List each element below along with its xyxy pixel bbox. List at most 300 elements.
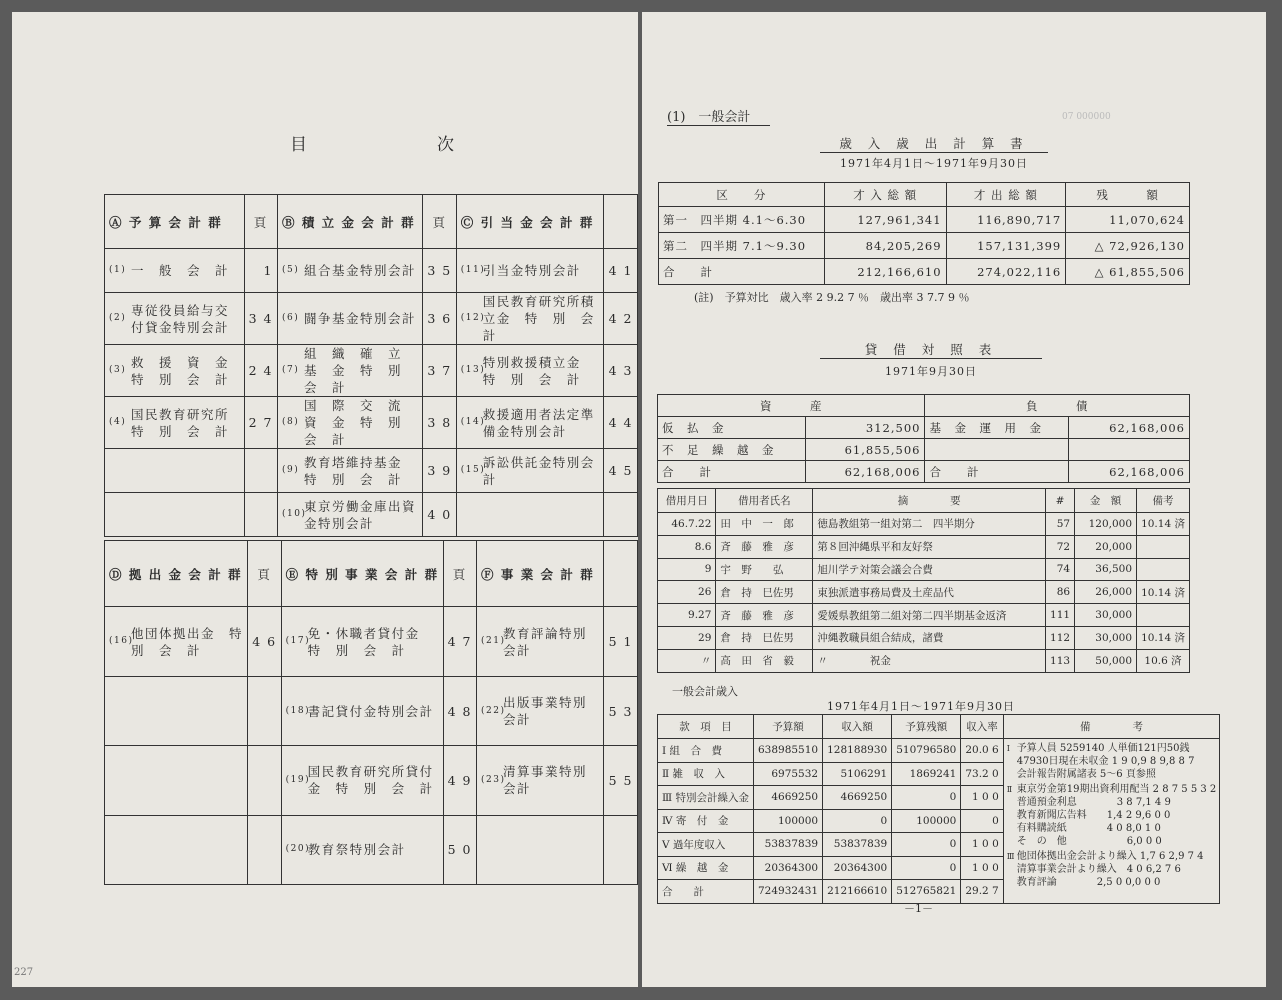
table-cell: 116,890,717 (946, 207, 1066, 233)
table-cell: Ⅴ 過年度収入 (658, 833, 754, 857)
table-cell: 53837839 (823, 833, 892, 857)
balance-sheet-title: 貸 借 対 照 表 (820, 340, 1042, 359)
table-cell: 〃 祝金 (813, 649, 1046, 672)
toc-entry-number: (14) (460, 417, 486, 427)
table-cell: 愛媛県教組第二組対第二四半期基金返済 (813, 604, 1046, 627)
toc-entry-number: (12) (460, 313, 486, 323)
toc-entry[interactable] (277, 249, 422, 293)
table-cell: 沖縄教職員組合結成，諸費 (813, 626, 1046, 649)
toc-entry-label: 国民教育研究所積立金 特 別 会 計 (482, 294, 609, 343)
right-page (642, 12, 1266, 987)
toc-group-name: Ⓐ 予 算 会 計 群 (105, 195, 245, 249)
remark-group (1007, 783, 1217, 848)
toc-row (105, 249, 638, 293)
toc-entry-number: (18) (285, 705, 311, 716)
toc-entry-label: 組合基金特別会計 (303, 263, 416, 278)
toc-entry-page: 5 0 (443, 815, 476, 884)
column-header: 負 債 (925, 395, 1190, 417)
income-expense-period: 1971年4月1日～1971年9月30日 (840, 157, 1028, 170)
table-cell: 62,168,006 (1069, 461, 1190, 483)
table-cell: 53837839 (753, 833, 822, 857)
remark-line: 清算事業会計より繰入 4 0 6,2 7 6 (1016, 864, 1181, 875)
toc-table (104, 194, 638, 537)
table-cell: 10.6 済 (1137, 649, 1190, 672)
table-cell: 不 足 繰 越 金 (658, 439, 806, 461)
table-cell: △ 72,926,130 (1066, 233, 1190, 259)
table-row (658, 626, 1190, 649)
toc-entry (105, 815, 248, 884)
column-header: 才 入 総 額 (824, 183, 946, 207)
toc-entry-label: 清算事業特別会計 (502, 764, 587, 797)
table-cell (1137, 535, 1190, 558)
toc-row (105, 345, 638, 397)
toc-entry-page: 3 4 (244, 293, 277, 345)
toc-entry-number: (4) (109, 417, 127, 427)
table-cell: 62,168,006 (805, 461, 925, 483)
toc-entry[interactable] (105, 249, 245, 293)
toc-row (105, 397, 638, 449)
toc-entry[interactable] (277, 345, 422, 397)
remark-line: 予算人員 5259140 人単価121円50銭 (1016, 743, 1190, 754)
table-cell: 29.2 7 (961, 880, 1003, 904)
table-cell: 徳島教組第一組対第二 四半期分 (813, 513, 1046, 536)
column-header: 残 額 (1066, 183, 1190, 207)
table-cell: 638985510 (753, 739, 822, 763)
remark-line: 47930日現在未収金 1 9 0,9 8 9,8 8 7 (1016, 756, 1195, 767)
table-cell: 120,000 (1075, 513, 1137, 536)
table-cell: 合 計 (659, 259, 825, 285)
table-cell: 100000 (892, 809, 961, 833)
toc-entry-page: 4 1 (603, 249, 638, 293)
corner-mark: 227 (14, 967, 34, 978)
toc-entry-label: 闘争基金特別会計 (303, 311, 416, 326)
toc-entry-page (603, 493, 638, 537)
toc-entry-number: (6) (281, 313, 300, 323)
toc-entry-label: 書記貸付金特別会計 (307, 703, 434, 719)
table-cell: 第８回沖縄県平和友好祭 (813, 535, 1046, 558)
table-cell: 高 田 省 毅 (716, 649, 813, 672)
column-header: 区 分 (659, 183, 825, 207)
faint-stamp: 07 000000 (1062, 112, 1111, 122)
toc-page-header (604, 541, 638, 607)
column-header: 借用月日 (658, 489, 716, 513)
table-cell: 113 (1046, 649, 1075, 672)
toc-entry-page (248, 676, 281, 745)
income-detail-table (657, 714, 1220, 904)
toc-entry[interactable] (105, 607, 258, 676)
toc-group-name: Ⓔ 特 別 事 業 会 計 群 (281, 541, 443, 607)
column-header: 収入率 (961, 715, 1003, 739)
toc-entry-number: (20) (285, 844, 311, 855)
toc-entry[interactable] (281, 746, 443, 815)
table-cell: 0 (961, 809, 1003, 833)
toc-entry-number: (13) (460, 365, 486, 375)
table-cell: 46.7.22 (658, 513, 716, 536)
table-cell: 26 (658, 581, 716, 604)
toc-entry-label: 教育塔維持基金 特 別 会 計 (303, 454, 416, 487)
toc-row (105, 746, 638, 815)
toc-entry (105, 449, 245, 493)
remark-line: 東京労金第19期出資利用配当 2 8 7 5 5 3 2 (1016, 784, 1217, 795)
table-cell: Ⅳ 寄 付 金 (658, 809, 754, 833)
table-row (658, 417, 1190, 439)
table-row (658, 604, 1190, 627)
toc-entry[interactable] (105, 397, 245, 449)
table-cell: 73.2 0 (961, 762, 1003, 786)
toc-entry[interactable] (476, 607, 603, 676)
table-cell: 100000 (753, 809, 822, 833)
table-cell: 212,166,610 (824, 259, 946, 285)
table-cell: 旭川学テ対策会議会合費 (813, 558, 1046, 581)
toc-entry[interactable] (105, 345, 245, 397)
table-cell: 30,000 (1075, 626, 1137, 649)
toc-entry-page: 3 6 (423, 293, 456, 345)
table-cell: 26,000 (1075, 581, 1137, 604)
table-row (659, 259, 1190, 285)
toc-entry-number: (16) (109, 636, 134, 647)
toc-group-name: Ⓕ 事 業 会 計 群 (476, 541, 603, 607)
table-row (658, 461, 1190, 483)
column-header: 摘 要 (813, 489, 1046, 513)
table-row (658, 649, 1190, 672)
toc-entry-number: (8) (281, 417, 300, 427)
table-row (659, 207, 1190, 233)
toc-entry-page: 4 6 (248, 607, 281, 676)
toc-entry-label: 救援適用者法定準備金特別会計 (482, 406, 595, 439)
toc-entry[interactable] (277, 493, 422, 537)
table-cell: 0 (892, 786, 961, 810)
toc-entry-label: 東京労働金庫出資金特別会計 (303, 498, 416, 531)
table-row (658, 513, 1190, 536)
table-cell: 312,500 (805, 417, 925, 439)
toc-row (105, 815, 638, 884)
toc-entry-page: 4 9 (443, 746, 476, 815)
remark-line: そ の 他 6,0 0 0 (1016, 836, 1162, 847)
table-row (658, 439, 1190, 461)
balance-sheet-table (657, 394, 1190, 483)
toc-entry-label: 引当金特別会計 (482, 263, 581, 278)
remark-group (1007, 742, 1217, 781)
toc-group-header-row (105, 195, 638, 249)
toc-entry-number: (1) (109, 265, 127, 275)
remark-line: 他団体拠出金会計より繰入 1,7 6 2,9 7 4 (1016, 851, 1204, 862)
toc-entry-page: 5 3 (604, 676, 638, 745)
toc-entry[interactable] (456, 345, 603, 397)
toc-entry-page: 2 4 (244, 345, 277, 397)
table-cell: 50,000 (1075, 649, 1137, 672)
table-cell: 510796580 (892, 739, 961, 763)
toc-entry[interactable] (281, 676, 443, 745)
left-page (12, 12, 638, 987)
table-cell: 8.6 (658, 535, 716, 558)
table-cell: 20364300 (823, 856, 892, 880)
toc-row (105, 493, 638, 537)
table-cell: 倉 持 巳佐男 (716, 581, 813, 604)
toc-entry-page (604, 815, 638, 884)
table-row (658, 535, 1190, 558)
toc-entry-label: 他団体拠出金 特 別 会 計 (131, 625, 258, 658)
table-cell: 10.14 済 (1137, 581, 1190, 604)
table-cell: 1 0 0 (961, 856, 1003, 880)
table-cell: 合 計 (658, 461, 806, 483)
toc-entry[interactable] (277, 449, 422, 493)
toc-entry-number: (23) (480, 774, 506, 785)
toc-entry-page: 3 9 (423, 449, 456, 493)
table-row (658, 558, 1190, 581)
toc-entry-page (244, 493, 277, 537)
toc-entry (105, 746, 248, 815)
table-cell (1137, 558, 1190, 581)
table-cell: Ⅵ 繰 越 金 (658, 856, 754, 880)
table-cell: 724932431 (753, 880, 822, 904)
toc-entry-page: 3 8 (423, 397, 456, 449)
table-cell (1137, 604, 1190, 627)
table-cell: 〃 (658, 649, 716, 672)
table-cell: 36,500 (1075, 558, 1137, 581)
table-cell: Ⅱ 雑 収 入 (658, 762, 754, 786)
table-cell: 84,205,269 (824, 233, 946, 259)
column-header: 款 項 目 (658, 715, 754, 739)
toc-entry[interactable] (476, 746, 603, 815)
income-expense-note: (註) 予算対比 歳入率 2 9.2 7 ％ 歳出率 3 7.7 9 ％ (694, 291, 970, 304)
toc-page-header: 頁 (443, 541, 476, 607)
toc-entry-page: 4 2 (603, 293, 638, 345)
table-cell: 田 中 一 郎 (716, 513, 813, 536)
toc-entry-number: (15) (460, 465, 486, 475)
toc-page-header: 頁 (423, 195, 456, 249)
table-cell (925, 439, 1069, 461)
table-cell: 第一 四半期 4.1～6.30 (659, 207, 825, 233)
table-cell: 61,855,506 (805, 439, 925, 461)
toc-entry-label: 特別救援積立金 特 別 会 計 (482, 354, 595, 387)
table-cell: 9.27 (658, 604, 716, 627)
table-cell: 第二 四半期 7.1～9.30 (659, 233, 825, 259)
toc-entry-page: 4 0 (423, 493, 456, 537)
toc-group-name: Ⓒ 引 当 金 会 計 群 (456, 195, 603, 249)
table-header-row (658, 715, 1220, 739)
column-header: 予算残額 (892, 715, 961, 739)
toc-entry-number: (10) (281, 509, 307, 519)
income-expense-title: 歳 入 歳 出 計 算 書 (820, 134, 1048, 153)
table-cell: △ 61,855,506 (1066, 259, 1190, 285)
table-cell: 1869241 (892, 762, 961, 786)
table-cell: 72 (1046, 535, 1075, 558)
remarks-cell (1003, 739, 1220, 904)
toc-entry-number: (21) (480, 636, 506, 647)
toc-entry-page: 5 1 (604, 607, 638, 676)
toc-entry-page: 4 5 (603, 449, 638, 493)
toc-group-header-row (105, 541, 638, 607)
toc-entry-label: 免・休職者貸付金 特 別 会 計 (307, 625, 434, 658)
toc-entry-page: 2 7 (244, 397, 277, 449)
remark-lines (1017, 742, 1195, 781)
toc-entry[interactable] (456, 249, 603, 293)
column-header: 予算額 (753, 715, 822, 739)
column-header: 借用者氏名 (716, 489, 813, 513)
toc-entry-page: 1 (244, 249, 277, 293)
table-cell: 10.14 済 (1137, 626, 1190, 649)
toc-entry-label: 教育評論特別会計 (502, 625, 587, 658)
table-cell: 86 (1046, 581, 1075, 604)
income-expense-table (658, 182, 1190, 285)
table-cell: 0 (823, 809, 892, 833)
remark-lines (1017, 783, 1217, 848)
table-cell: 20364300 (753, 856, 822, 880)
toc-entry-label: 救 援 資 金 特 別 会 計 (131, 354, 244, 387)
table-cell: 512765821 (892, 880, 961, 904)
table-cell: 127,961,341 (824, 207, 946, 233)
table-cell: 157,131,399 (946, 233, 1066, 259)
toc-entry[interactable] (456, 449, 603, 493)
column-header: # (1046, 489, 1075, 513)
toc-entry-number: (5) (281, 265, 300, 275)
income-detail-period: 1971年4月1日～1971年9月30日 (827, 700, 1015, 713)
toc-entry[interactable] (281, 607, 443, 676)
table-cell: 10.14 済 (1137, 513, 1190, 536)
toc-entry-label: 一 般 会 計 (131, 263, 230, 278)
table-cell: 11,070,624 (1066, 207, 1190, 233)
table-cell: 1 0 0 (961, 786, 1003, 810)
remark-mark: Ⅱ (1006, 785, 1013, 794)
remark-lines (1017, 850, 1204, 889)
toc-entry[interactable] (105, 293, 245, 345)
toc-entry-page: 4 7 (443, 607, 476, 676)
toc-entry[interactable] (281, 815, 443, 884)
toc-entry (105, 676, 248, 745)
column-header: 備 考 (1003, 715, 1220, 739)
loan-table (657, 488, 1190, 673)
table-cell: 30,000 (1075, 604, 1137, 627)
table-cell: 74 (1046, 558, 1075, 581)
remark-line: 普通預金利息 3 8 7,1 4 9 (1016, 797, 1171, 808)
column-header: 金 額 (1075, 489, 1137, 513)
table-row (659, 233, 1190, 259)
table-cell: 4669250 (823, 786, 892, 810)
table-cell: 6975532 (753, 762, 822, 786)
toc-group-name: Ⓑ 積 立 金 会 計 群 (277, 195, 422, 249)
column-header: 資 産 (658, 395, 925, 417)
toc-entry-number: (2) (109, 313, 127, 323)
page-number: －1－ (904, 902, 933, 915)
toc-entry-page: 3 5 (423, 249, 456, 293)
toc-group-name: Ⓓ 拠 出 金 会 計 群 (105, 541, 248, 607)
table-cell: 9 (658, 558, 716, 581)
toc-entry-page: 5 5 (604, 746, 638, 815)
table-cell: 274,022,116 (946, 259, 1066, 285)
toc-row (105, 449, 638, 493)
remark-mark: Ⅲ (1006, 852, 1015, 861)
remark-line: 教育評論 2,5 0 0,0 0 0 (1016, 877, 1161, 888)
table-cell: Ⅰ 組 合 費 (658, 739, 754, 763)
toc-entry-number: (17) (285, 636, 311, 647)
remark-line: 有料購読紙 4 0 8,0 1 0 (1016, 823, 1161, 834)
balance-sheet-date: 1971年9月30日 (885, 365, 977, 378)
section-title: (1) 一般会計 (667, 106, 770, 126)
toc-entry-number: (22) (480, 705, 506, 716)
toc-entry[interactable] (456, 397, 603, 449)
table-cell: 20.0 6 (961, 739, 1003, 763)
table-cell: 62,168,006 (1069, 417, 1190, 439)
toc-entry-label: 国民教育研究所貸付金 特 別 会 計 (307, 764, 434, 797)
column-header: 収入額 (823, 715, 892, 739)
table-cell: 5106291 (823, 762, 892, 786)
toc-entry[interactable] (277, 293, 422, 345)
toc-entry-number: (3) (109, 365, 127, 375)
toc-entry (105, 493, 245, 537)
toc-entry-label: 専従役員給与交付貸金特別会計 (131, 302, 230, 335)
table-cell: Ⅲ 特別会計繰入金 (658, 786, 754, 810)
table-cell: 112 (1046, 626, 1075, 649)
table-cell: 111 (1046, 604, 1075, 627)
table-cell: 宇 野 弘 (716, 558, 813, 581)
remark-group (1007, 850, 1217, 889)
toc-page-header (603, 195, 638, 249)
column-header: 備考 (1137, 489, 1190, 513)
toc-entry (456, 493, 603, 537)
toc-entry-label: 組 織 確 立 基 金 特 別 会 計 (303, 346, 416, 395)
toc-entry-number: (19) (285, 774, 311, 785)
toc-entry-page: 4 8 (443, 676, 476, 745)
toc-row (105, 676, 638, 745)
toc-entry-page (248, 815, 281, 884)
toc-entry-label: 訴訟供託金特別会計 (482, 454, 595, 487)
table-row (658, 581, 1190, 604)
toc-entry-label: 教育祭特別会計 (307, 842, 406, 858)
remark-line: 教育新聞広告料 1,4 2 9,6 0 0 (1016, 810, 1171, 821)
table-cell: 4669250 (753, 786, 822, 810)
toc-page-header: 頁 (244, 195, 277, 249)
income-detail-label: 一般会計歳入 (672, 685, 738, 698)
table-cell: 128188930 (823, 739, 892, 763)
toc-entry-page: 3 7 (423, 345, 456, 397)
table-cell: 20,000 (1075, 535, 1137, 558)
table-header-row (658, 395, 1190, 417)
table-cell: 斉 藤 雅 彦 (716, 604, 813, 627)
toc-page-header: 頁 (248, 541, 281, 607)
table-header-row (658, 489, 1190, 513)
table-cell: 基 金 運 用 金 (925, 417, 1069, 439)
toc-entry[interactable] (476, 676, 603, 745)
remark-mark: Ⅰ (1006, 744, 1010, 753)
table-row (658, 739, 1220, 763)
table-cell: 合 計 (925, 461, 1069, 483)
remark-line: 会計報告附属諸表 5～6 頁参照 (1016, 769, 1156, 780)
column-header: 才 出 総 額 (946, 183, 1066, 207)
table-cell: 倉 持 巳佐男 (716, 626, 813, 649)
table-cell: 29 (658, 626, 716, 649)
table-cell: 1 0 0 (961, 833, 1003, 857)
toc-entry-label: 国民教育研究所特 別 会 計 (131, 406, 230, 439)
toc-entry-number: (9) (281, 465, 300, 475)
toc-table-lower (104, 540, 638, 885)
toc-entry[interactable] (277, 397, 422, 449)
toc-entry[interactable] (456, 293, 609, 345)
toc-row (105, 607, 638, 676)
toc-entry-page (248, 746, 281, 815)
table-cell: 仮 払 金 (658, 417, 806, 439)
table-cell: 57 (1046, 513, 1075, 536)
toc-title: 目 次 (290, 135, 458, 155)
toc-entry-page (244, 449, 277, 493)
toc-entry-number: (11) (460, 265, 486, 275)
table-cell (1069, 439, 1190, 461)
table-cell: 212166610 (823, 880, 892, 904)
toc-entry (476, 815, 603, 884)
toc-entry-page: 4 3 (603, 345, 638, 397)
toc-entry-label: 国 際 交 流 資 金 特 別 会 計 (303, 398, 416, 447)
toc-entry-page: 4 4 (603, 397, 638, 449)
table-cell: 東独派遣事務局費及土産品代 (813, 581, 1046, 604)
